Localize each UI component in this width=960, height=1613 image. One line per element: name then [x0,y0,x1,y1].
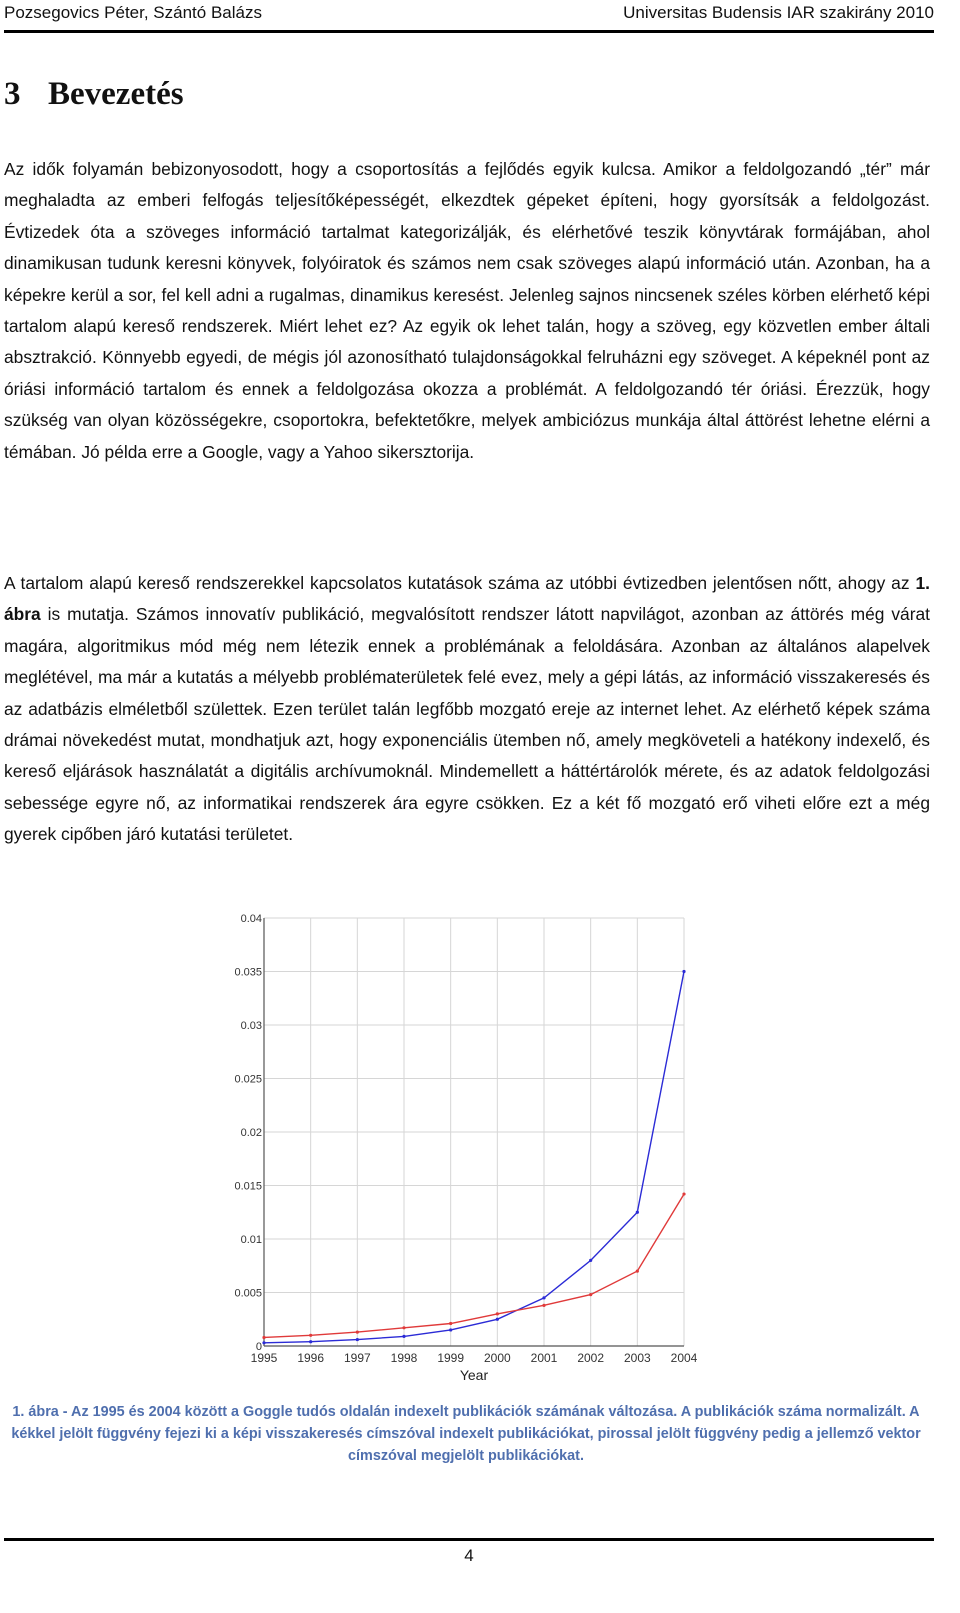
chart-series-line-2 [264,1194,684,1337]
chart-y-tick-label: 0.035 [234,966,262,979]
chart-point [356,1330,359,1333]
header-institution: Universitas Budensis IAR szakirány 2010 [623,3,934,22]
chart-x-tick-label: 2003 [623,1351,651,1365]
chart-y-tick-label: 0.02 [240,1127,262,1139]
chart-y-tick-label: 0.03 [240,1020,262,1032]
chart-y-tick-label: 0.025 [234,1073,262,1086]
section-number: 3 [4,76,21,112]
chart-x-tick-label: 1997 [343,1351,371,1365]
chart-point [682,1192,685,1195]
chart-y-tick-label: 0.005 [234,1287,262,1300]
chart-series-line-1 [264,972,684,1343]
section-title: Bevezetés [48,76,184,112]
figure-reference: 1. ábra [4,573,930,625]
chart-point [402,1326,405,1329]
chart-x-tick-label: 2004 [670,1351,698,1365]
chart-x-axis-label: Year [459,1367,489,1383]
chart-x-tick-label: 1996 [297,1351,325,1365]
chart-point [542,1304,545,1307]
chart-x-tick-label: 1998 [390,1351,418,1365]
footer-rule [4,1538,934,1541]
chart-point [449,1322,452,1325]
page-number: 4 [464,1546,474,1565]
chart-point [262,1341,265,1344]
figure-caption: 1. ábra - Az 1995 és 2004 között a Goggle tudós oldalán indexelt publikációk számának változása. A publikációk száma normalizált. A kékkel jelölt függvény fejezi ki a képi visszakeresés címszóval indexelt publikációkat, pirossal jelölt függvény pedig a jellemző vektor címszóval megjelölt publikációkat. [11,1404,921,1464]
chart-point [309,1334,312,1337]
paragraph-1: Az idők folyamán bebizonyosodott, hogy a csoportosítás a fejlődés egyik kulcsa. Amikor a feldolgozandó „tér” már meghaladta az emberi felfogás teljesítőképességét, elkezdtek gépeket építeni, hogy gyorsítsák a feldolgozást. Évtizedek óta a szöveges információ tartalmat kategorizálják, és elérhetővé teszik könyvtárak formájában, ahol dinamikusan tudunk keresni könyvek, folyóiratok és számos nem csak szöveges alapú információ után. Azonban, ha a képekre kerül a sor, fel kell adni a rugalmas, dinamikus keresést. Jelenleg sajnos nincsenek széles körben elérhető képi tartalom alapú kereső rendszerek. Miért lehet ez? Az egyik ok lehet talán, hogy a szöveg, egy közvetlen ember általi absztrakció. Könnyebb egyedi, de mégis jól azonosítható tulajdonságokkal felruházni egy szöveget. A képeknél pont az óriási információ tartalom és ennek a feldolgozása okozza a problémát. A feldolgozandó tér óriási. Érezzük, hogy szükség van olyan közösségekre, csoportokra, befektetőkre, melyek ambiciózus munkája által áttörést lehetne elérni a témában. Jó példa erre a Google, vagy a Yahoo sikersztorija. [4,159,930,462]
publication-chart [228,906,698,1386]
paragraph-2 [4,568,930,851]
chart-y-tick-label: 0.04 [240,913,262,925]
page-header [4,0,934,33]
header-authors: Pozsegovics Péter, Szántó Balázs [4,3,262,22]
chart-y-tick-label: 0.01 [240,1234,262,1246]
paragraph-2-text-b: is mutatja. Számos innovatív publikáció, megvalósított rendszer látott napvilágot, azonban az áttörés még várat magára, algoritmikus mód még nem létezik ennek a problémának a feloldására. Azonban az általános alapelvek meglétével, ma már a kutatás a mélyebb problématerületek felé evez, mely a gépi látás, az információ visszakeresés és az adatbázis elméletből születtek. Ezen terület talán legfőbb mozgató ereje az internet lehet. Az elérhető képek száma drámai növekedést mutat, mondhatjuk azt, hogy exponenciális ütemben nő, amely megköveteli a hatékony indexelő, és kereső eljárások használatát a digitális archívumoknál. Mindemellett a háttértárolók mérete, és az adatok feldolgozási sebessége egyre nő, az informatikai rendszerek ára egyre csökken. Ez a két fő mozgató erő viheti előre ezt a még gyerek cipőben járó kutatási területet. [4,604,930,845]
chart-point [589,1259,592,1262]
chart-point [496,1318,499,1321]
chart-point [682,970,685,973]
chart-x-ticks [251,1351,698,1365]
chart-point [589,1293,592,1296]
chart-point [636,1270,639,1273]
chart-point [356,1338,359,1341]
chart-x-tick-label: 2002 [577,1351,605,1365]
chart-x-tick-label: 1999 [437,1351,465,1365]
chart-point [309,1340,312,1343]
chart-y-ticks [234,913,262,1353]
chart-point [402,1335,405,1338]
chart-x-tick-label: 2000 [483,1351,511,1365]
chart-point [636,1211,639,1214]
chart-point [496,1312,499,1315]
chart-x-tick-label: 1995 [250,1351,278,1365]
chart-grid [264,918,684,1346]
paragraph-2-text-a: A tartalom alapú kereső rendszerekkel kapcsolatos kutatások száma az utóbbi évtizedben jelentősen nőtt, ahogy az [4,573,916,593]
chart-point [262,1336,265,1339]
chart-x-tick-label: 2001 [530,1351,558,1365]
chart-y-tick-label: 0.015 [234,1180,262,1193]
chart-series-group [262,970,685,1344]
chart-point [542,1296,545,1299]
chart-y-tick-label: 0 [255,1341,262,1353]
section-heading [4,70,184,118]
chart-point [449,1328,452,1331]
